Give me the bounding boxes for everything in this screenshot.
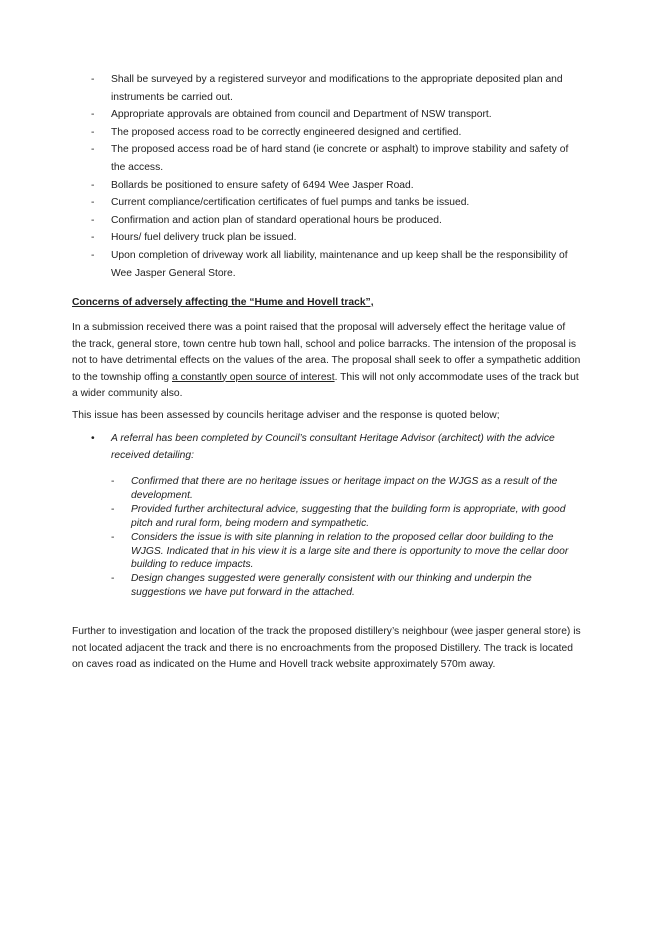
advice-list [111,475,585,600]
list-item: - Confirmation and action plan of standard operational hours be produced. [91,214,442,226]
conclusion-paragraph: Further to investigation and location of the track the proposed distillery’s neighbour (wee jasper general store) is not located adjacent the track and there is no encroachments from the proposed Distillery. The track is located on caves road as indicated on the Hume and Hovell track website approximately 570m away. [72,626,581,670]
list-item: - Hours/ fuel delivery truck plan be issued. [91,232,297,244]
list-item: - Upon completion of driveway work all liability, maintenance and up keep shall be the responsibility of Wee Jasper General Store. [91,249,568,279]
list-item: - Confirmed that there are no heritage issues or heritage impact on the WJGS as a result of the development. [111,476,558,501]
list-item: - Shall be surveyed by a registered surveyor and modifications to the appropriate deposited plan and instruments be carried out. [91,74,563,103]
list-item: - The proposed access road be of hard stand (ie concrete or asphalt) to improve stability and safety of the access. [91,144,569,173]
requirements-list [91,71,581,282]
list-item: - Provided further architectural advice, suggesting that the building form is appropriate, with good pitch and rural form, being modern and sympathetic. [111,503,566,529]
submission-paragraph: In a submission received there was a point raised that the proposal will adversely effect the heritage value of the track, general store, town centre hub town hall, school and police barracks. The intension of the proposal is not to have detrimental effects on the values of the area. The proposal shall seek to offer a sympathetic addition to the township offing a constantly open source of interest. This will not only accommodate uses of the track but a wider community also. [72,322,581,399]
list-item: - Considers the issue is with site planning in relation to the proposed cellar door building to the WJGS. Indicated that in his view it is a large site and there is opportunity to move the cellar door building to reduce impacts. [111,531,569,571]
assessment-paragraph: This issue has been assessed by councils heritage adviser and the response is quoted below; [72,410,500,421]
list-item: - Bollards be positioned to ensure safety of 6494 Wee Jasper Road. [91,179,414,191]
underlined-phrase: a constantly open source of interest [172,371,335,383]
referral-bullet: • A referral has been completed by Council’s consultant Heritage Advisor (architect) with the advice received detailing: [91,433,555,461]
bullet-icon: • [91,433,95,444]
section-heading: Concerns of adversely affecting the “Hume and Hovell track”, [72,297,374,308]
list-item: - The proposed access road to be correctly engineered designed and certified. [91,126,462,138]
list-item: - Design changes suggested were generally consistent with our thinking and underpin the suggestions we have put forward in the attached. [111,573,532,599]
list-item: - Appropriate approvals are obtained from council and Department of NSW transport. [91,109,492,121]
list-item: - Current compliance/certification certificates of fuel pumps and tanks be issued. [91,197,470,209]
